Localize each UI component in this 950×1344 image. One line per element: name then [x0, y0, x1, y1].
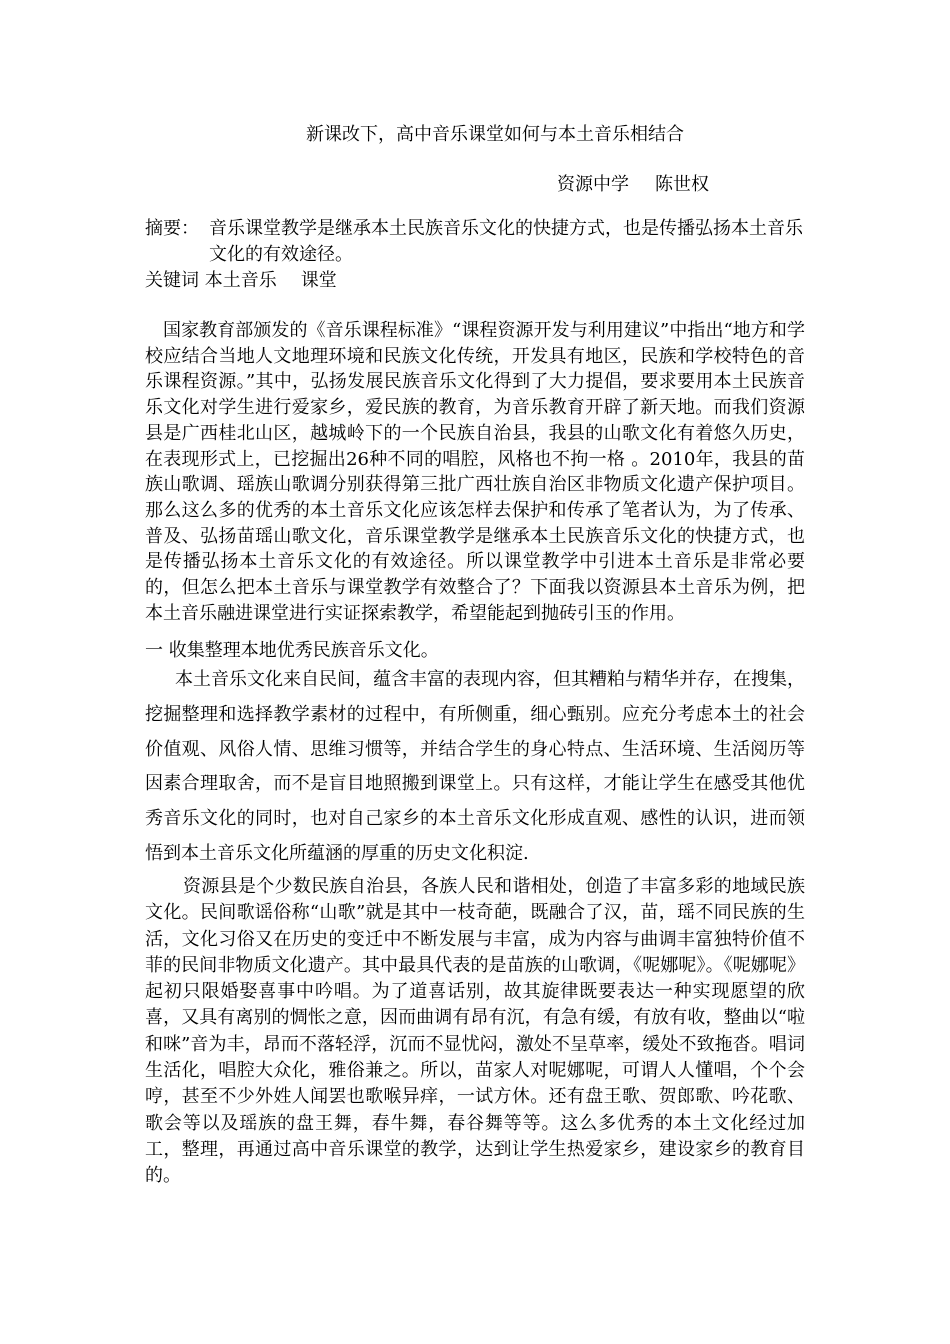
abstract-label: 摘要：	[145, 218, 199, 239]
body-paragraph: 本土音乐文化来自民间，蕴含丰富的表现内容，但其糟粕与精华并存，在搜集，挖掘整理和选择教学素材的过程中，有所侧重，细心甄别。应充分考虑本土的社会 价值观、风俗人情、思维习惯等，并结合学生的身心特点、生活环境、生活阅历等因素合理取舍，而不是盲目地照搬到课堂上。只有这样，才能让学生在感受其他优秀音乐文化的同时，也对自己家乡的本土音乐文化形成直观、感性的认识，进而领悟到本土音乐文化所蕴涵的厚重的历史文化积淀.	[145, 669, 805, 864]
author-line	[557, 172, 709, 198]
keywords-line	[145, 268, 337, 294]
body-paragraph: 资源县是个少数民族自治县，各族人民和谐相处，创造了丰富多彩的地域民族文化。民间歌谣俗称“山歌”就是其中一枝奇葩，既融合了汉，苗，瑶不同民族的生活，文化习俗又在历史的变迁中不断发展与丰富，成为内容与曲调丰富独特价值不菲的民间非物质文化遗产。其中最具代表的是苗族的山歌调，《呢娜呢》。《呢娜呢》起初只限婚娶喜事中吟唱。为了道喜话别，故其旋律既要表达一种实现愿望的欣喜，又具有离别的惆怅之意，因而曲调有昂有沉，有急有缓，有放有收，整曲以“啦和咪”音为丰，昂而不落轻浮，沉而不显忧闷，激处不呈草率，缓处不致拖沓。唱词生活化，唱腔大众化，雅俗兼之。所以，苗家人对呢娜呢，可谓人人懂唱，个个会哼，甚至不少外姓人闻罢也歌喉异痒，一试方休。还有盘王歌、贺郎歌、吟花歌、歌会等以及瑶族的盘王舞，春牛舞，春谷舞等等。这么多优秀的本土文化经过加工，整理，再通过高中音乐课堂的教学，达到让学生热爱家乡，建设家乡的教育目的。	[145, 876, 805, 1187]
author-school: 资源中学	[557, 174, 629, 195]
section-heading: 一 收集整理本地优秀民族音乐文化。	[145, 640, 439, 661]
document-title: 新课改下，高中音乐课堂如何与本土音乐相结合	[306, 124, 684, 145]
abstract-text: 音乐课堂教学是继承本土民族音乐文化的快捷方式，也是传播弘扬本土音乐文化的有效途径。	[209, 218, 803, 265]
keywords-label: 关键词	[145, 270, 199, 291]
keyword-item: 课堂	[300, 270, 337, 291]
keyword-item: 本土音乐	[204, 270, 277, 291]
author-name: 陈世权	[655, 174, 709, 195]
intro-paragraph: 国家教育部颁发的《音乐课程标准》“课程资源开发与利用建议”中指出“地方和学校应结合当地人文地理环境和民族文化传统，开发具有地区，民族和学校特色的音乐课程资源。”其中，弘扬发展民族音乐文化得到了大力提倡，要求要用本土民族音乐文化对学生进行爱家乡，爱民族的教育，为音乐教育开辟了新天地。而我们资源县是广西桂北山区，越城岭下的一个民族自治县，我县的山歌文化有着悠久历史，在表现形式上，已挖掘出26种不同的唱腔，风格也不拘一格 。2010年，我县的苗族山歌调、瑶族山歌调分别获得第三批广西壮族自治区非物质文化遗产保护项目。那么这么多的优秀的本土音乐文化应该怎样去保护和传承了笔者认为，为了传承、普及、弘扬苗瑶山歌文化，音乐课堂教学是继承本土民族音乐文化的快捷方式，也是传播弘扬本土音乐文化的有效途径。所以课堂教学中引进本土音乐是非常必要的，但怎么把本土音乐与课堂教学有效整合了？下面我以资源县本土音乐为例，把本土音乐融进课堂进行实证探索教学，希望能起到抛砖引玉的作用。	[145, 320, 805, 624]
